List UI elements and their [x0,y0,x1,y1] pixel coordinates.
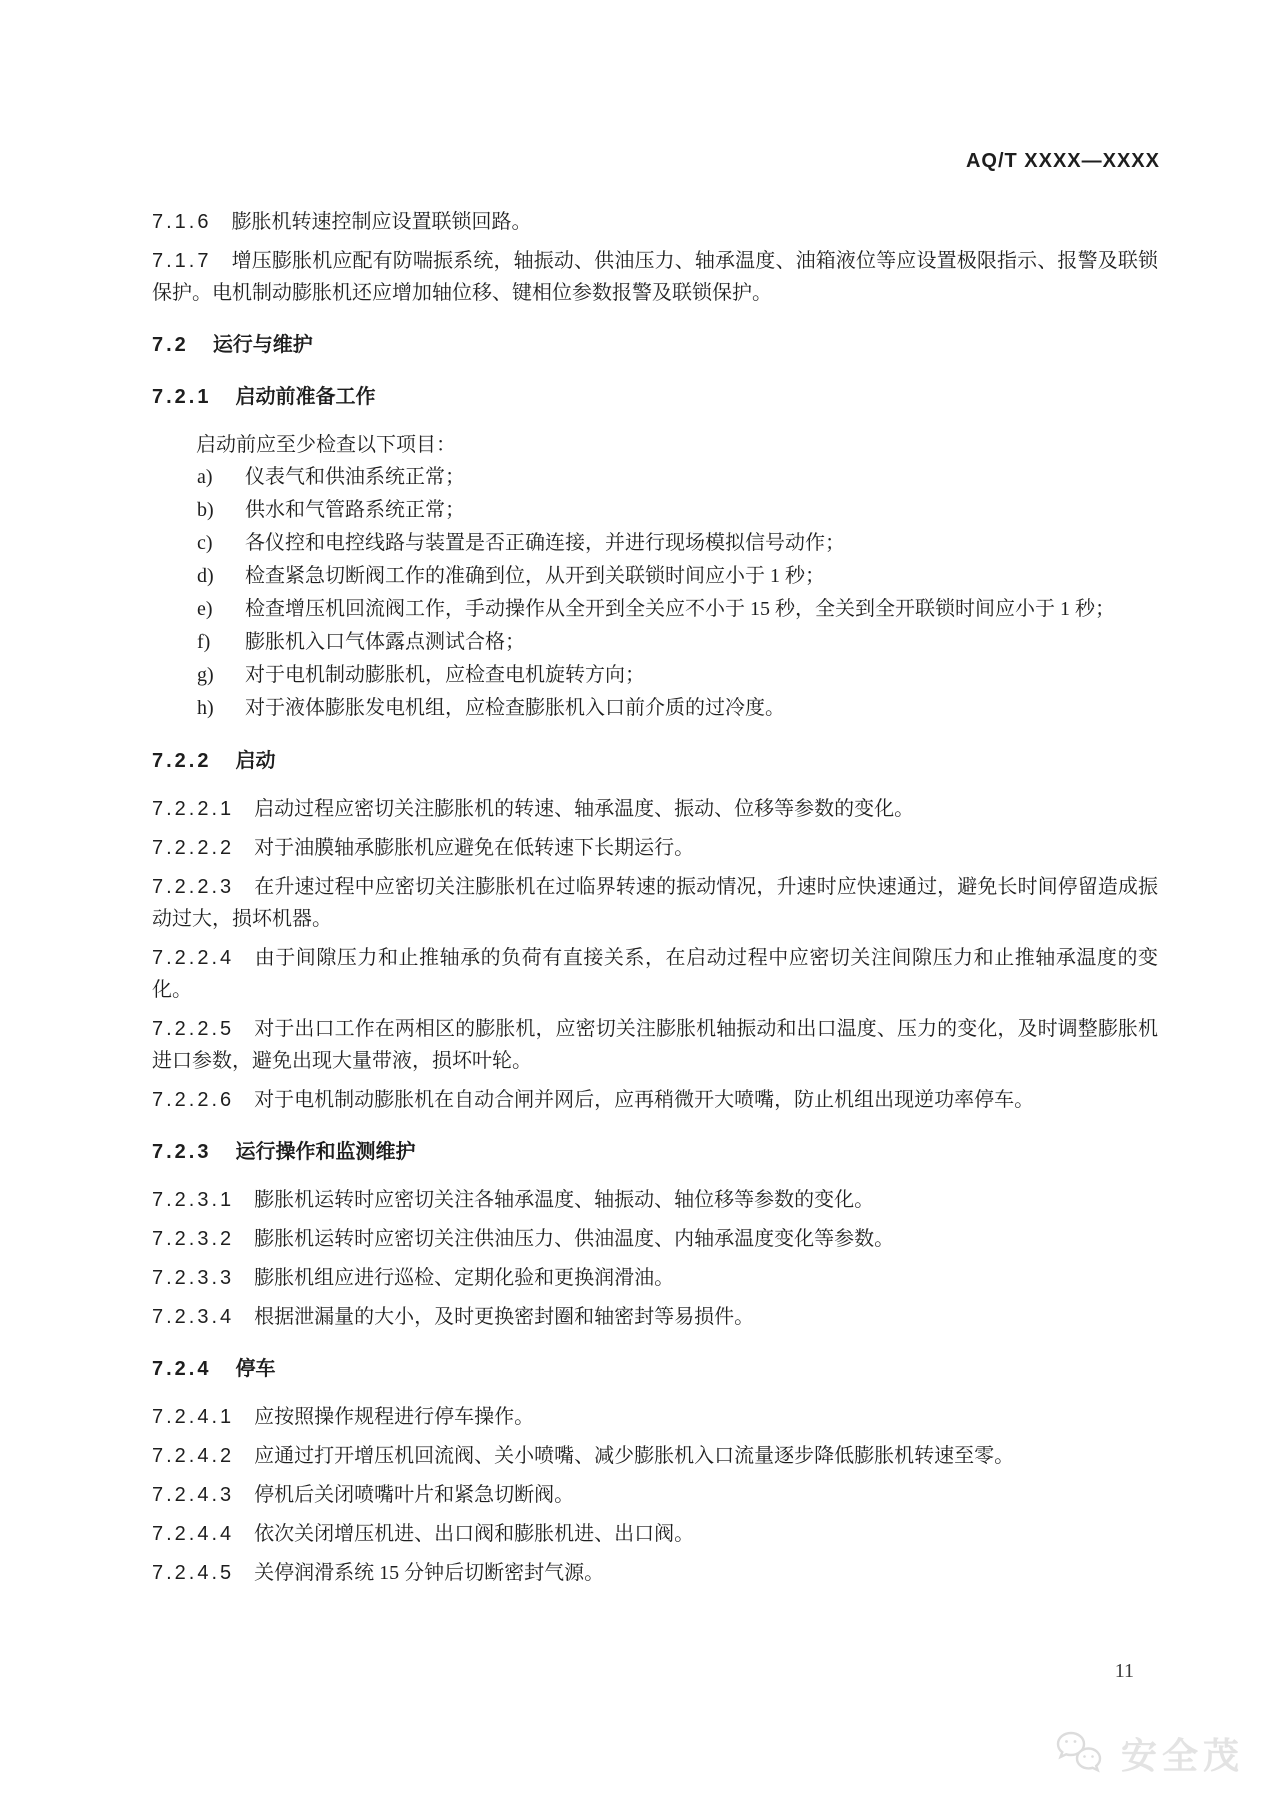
wechat-bubbles-icon [1055,1731,1111,1777]
section-heading [152,1136,1158,1168]
clause-number: 7.2.4.5 [152,1562,235,1584]
section-number: 7.2.2 [152,750,212,772]
list-item [152,626,1158,659]
clause-paragraph [152,832,1158,864]
clause-text: 应按照操作规程进行停车操作。 [254,1406,535,1428]
clause-paragraph [152,1518,1158,1550]
list-item-text: 各仪控和电控线路与装置是否正确连接，并进行现场模拟信号动作； [245,532,845,554]
list-marker: c) [197,532,213,554]
clause-number: 7.2.2.1 [152,798,235,820]
list-marker: a) [197,466,213,488]
clause-number: 7.2.3.4 [152,1306,235,1328]
clause-paragraph [152,1013,1158,1077]
list-item [152,461,1158,494]
list-item [152,692,1158,725]
section-heading [152,1353,1158,1385]
list-item-text: 检查紧急切断阀工作的准确到位，从开到关联锁时间应小于 1 秒； [245,565,825,587]
clause-number: 7.2.2.3 [152,876,235,898]
watermark [1055,1728,1244,1779]
section-title: 运行与维护 [212,334,313,356]
section-heading [152,381,1158,413]
clause-text: 对于出口工作在两相区的膨胀机，应密切关注膨胀机轴振动和出口温度、压力的变化，及时调整膨胀机进口参数，避免出现大量带液，损坏叶轮。 [152,1018,1158,1072]
section-heading [152,329,1158,361]
clause-text: 启动过程应密切关注膨胀机的转速、轴承温度、振动、位移等参数的变化。 [254,798,915,820]
list-item [152,527,1158,560]
clause-paragraph [152,1084,1158,1116]
clause-paragraph [152,1184,1158,1216]
clause-number: 7.2.2.4 [152,947,235,969]
clause-number: 7.2.4.1 [152,1406,235,1428]
clause-paragraph [152,942,1158,1006]
clause-text: 根据泄漏量的大小，及时更换密封圈和轴密封等易损件。 [254,1306,755,1328]
section-title: 停车 [235,1358,276,1380]
clause-number: 7.2.4.2 [152,1445,235,1467]
clause-number: 7.2.3.2 [152,1228,235,1250]
clause-paragraph [152,1557,1158,1589]
clause-text: 膨胀机运转时应密切关注供油压力、供油温度、内轴承温度变化等参数。 [254,1228,895,1250]
list-item [152,560,1158,593]
clause-text: 膨胀机运转时应密切关注各轴承温度、轴振动、轴位移等参数的变化。 [254,1189,875,1211]
section-title: 运行操作和监测维护 [235,1141,416,1163]
page-number: 11 [1114,1660,1134,1682]
clause-number: 7.2.2.5 [152,1018,235,1040]
section-title: 启动前准备工作 [235,386,376,408]
list-item [152,593,1158,626]
section-heading [152,745,1158,777]
list-item [152,659,1158,692]
clause-number: 7.2.4.4 [152,1523,235,1545]
list-marker: g) [197,664,214,686]
clause-number: 7.2.4.3 [152,1484,235,1506]
clause-paragraph [152,793,1158,825]
section-number: 7.2 [152,334,189,356]
clause-paragraph [152,245,1158,309]
clause-paragraph [152,1401,1158,1433]
clause-text: 应通过打开增压机回流阀、关小喷嘴、减少膨胀机入口流量逐步降低膨胀机转速至零。 [254,1445,1015,1467]
clause-number: 7.2.3.1 [152,1189,235,1211]
list-item-text: 检查增压机回流阀工作，手动操作从全开到全关应不小于 15 秒，全关到全开联锁时间应小于 1 秒； [245,598,1115,620]
list-item [152,494,1158,527]
content [152,206,1158,1596]
clause-paragraph [152,1262,1158,1294]
clause-text: 在升速过程中应密切关注膨胀机在过临界转速的振动情况，升速时应快速通过，避免长时间停留造成振动过大，损坏机器。 [152,876,1158,930]
clause-text: 对于油膜轴承膨胀机应避免在低转速下长期运行。 [254,837,695,859]
section-number: 7.2.1 [152,386,212,408]
clause-paragraph [152,1301,1158,1333]
list-marker: h) [197,697,214,719]
doc-code-header: AQ/T XXXX—XXXX [965,150,1160,172]
clause-text: 由于间隙压力和止推轴承的负荷有直接关系，在启动过程中应密切关注间隙压力和止推轴承温度的变化。 [152,947,1158,1001]
list-marker: f) [197,631,211,653]
clause-text: 膨胀机转速控制应设置联锁回路。 [231,211,532,233]
clause-paragraph [152,1223,1158,1255]
clause-paragraph [152,871,1158,935]
intro-paragraph: 启动前应至少检查以下项目： [196,434,456,456]
clause-text: 对于电机制动膨胀机在自动合闸并网后，应再稍微开大喷嘴，防止机组出现逆功率停车。 [254,1089,1035,1111]
clause-paragraph [152,206,1158,238]
clause-number: 7.1.6 [152,211,212,233]
list-item-text: 对于电机制动膨胀机，应检查电机旋转方向； [245,664,645,686]
list-item-text: 仪表气和供油系统正常； [245,466,465,488]
clause-text: 关停润滑系统 15 分钟后切断密封气源。 [254,1562,605,1584]
clause-text: 依次关闭增压机进、出口阀和膨胀机进、出口阀。 [254,1523,695,1545]
list-marker: e) [197,598,213,620]
section-title: 启动 [235,750,276,772]
clause-number: 7.2.2.6 [152,1089,235,1111]
list-item-text: 供水和气管路系统正常； [245,499,465,521]
list-item-text: 对于液体膨胀发电机组，应检查膨胀机入口前介质的过冷度。 [245,697,785,719]
clause-number: 7.2.3.3 [152,1267,235,1289]
clause-text: 增压膨胀机应配有防喘振系统，轴振动、供油压力、轴承温度、油箱液位等应设置极限指示、报警及联锁保护。电机制动膨胀机还应增加轴位移、键相位参数报警及联锁保护。 [152,250,1158,304]
clause-paragraph [152,1479,1158,1511]
clause-number: 7.1.7 [152,250,212,272]
watermark-text: 安全茂 [1120,1735,1244,1776]
list-item-text: 膨胀机入口气体露点测试合格； [245,631,525,653]
list-marker: b) [197,499,214,521]
clause-number: 7.2.2.2 [152,837,235,859]
clause-text: 停机后关闭喷嘴叶片和紧急切断阀。 [254,1484,575,1506]
clause-text: 膨胀机组应进行巡检、定期化验和更换润滑油。 [254,1267,675,1289]
section-number: 7.2.3 [152,1141,212,1163]
list-marker: d) [197,565,214,587]
section-number: 7.2.4 [152,1358,212,1380]
clause-paragraph [152,1440,1158,1472]
